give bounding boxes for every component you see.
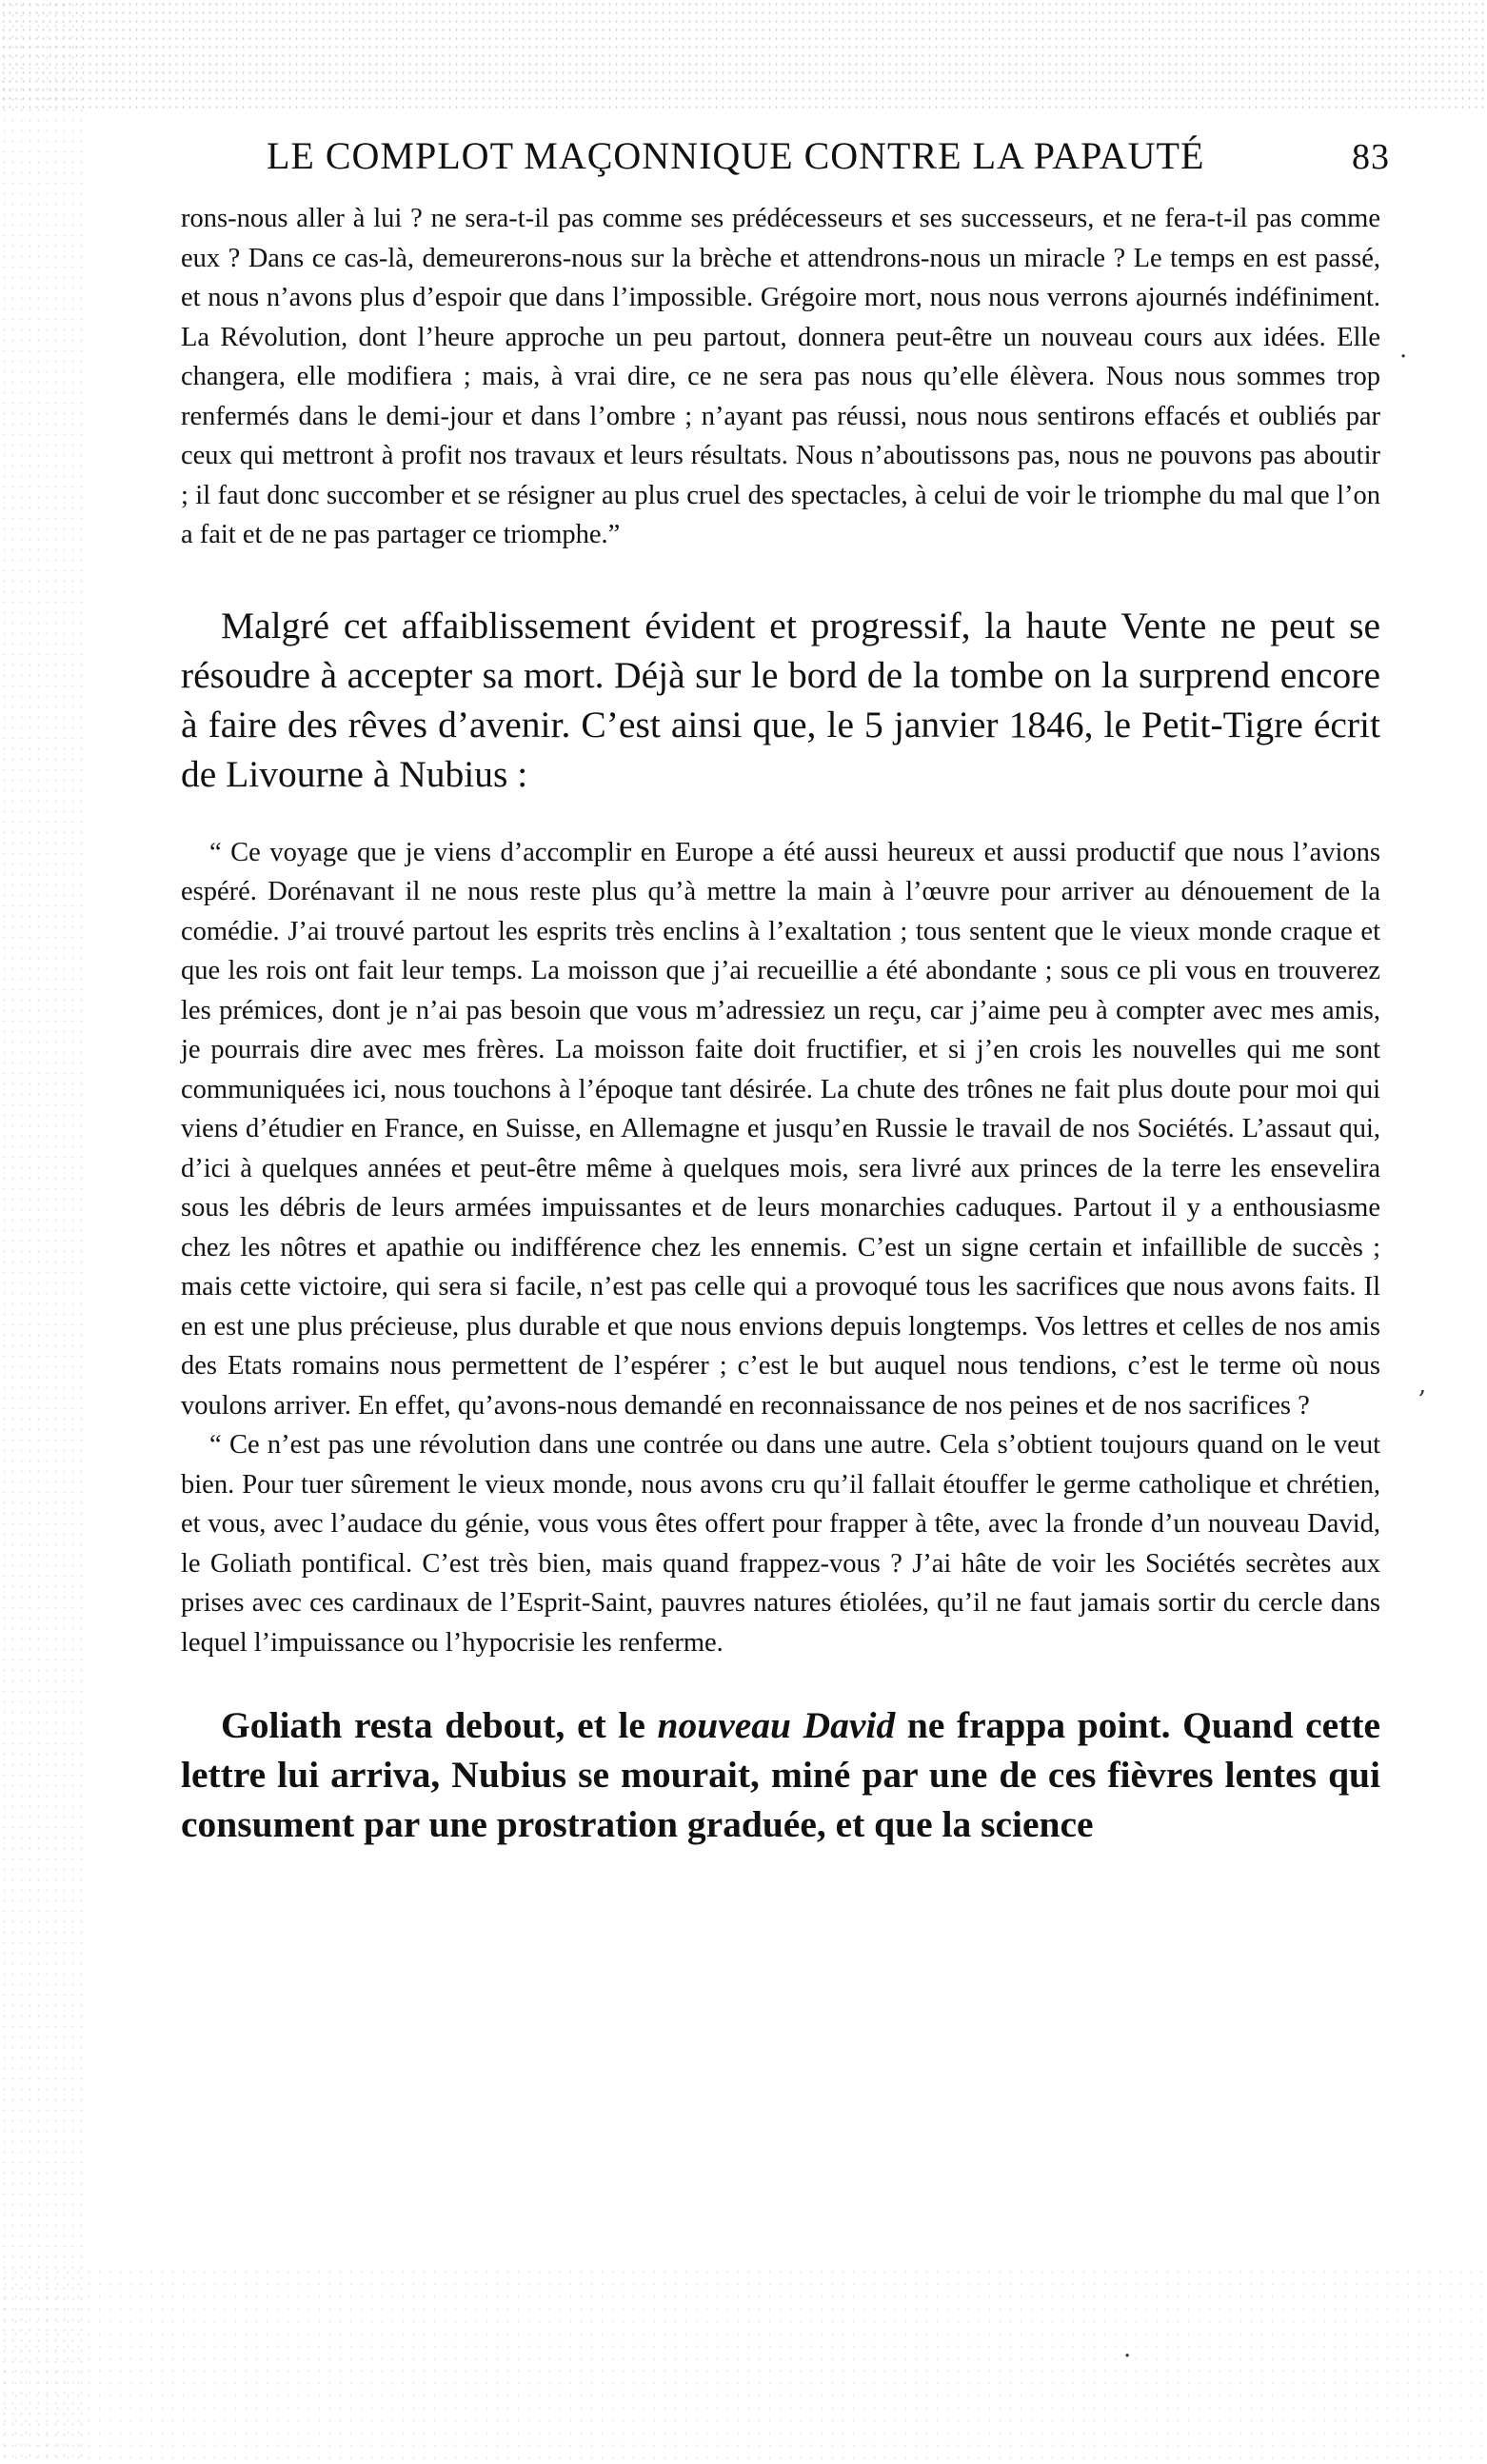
running-header xyxy=(267,133,1390,178)
italic-phrase: nouveau David xyxy=(657,1704,896,1746)
page-number: 83 xyxy=(1352,137,1390,177)
quoted-letter-petit-tigre xyxy=(181,833,1380,1663)
quoted-letter-ending xyxy=(181,199,1380,555)
quote-paragraph: “ Ce n’est pas une révolution dans une contrée ou dans une autre. Cela s’obtient toujours quand on le veut bien. Pour tuer sûrement le vieux monde, nous avons cru qu’il fallait étouffer le germe catholique et chrétien, et vous, avec l’audace du génie, vous vous êtes offert pour frapper à tête, avec la fronde d’un nouveau David, le Goliath pontifical. C’est très bien, mais quand frappez-vous ? J’ai hâte de voir les Sociétés secrètes aux prises avec ces cardinaux de l’Esprit-Saint, pauvres natures étiolées, qu’il ne faut jamais sortir du cercle dans lequel l’impuissance ou l’hypocrisie les renferme. xyxy=(181,1430,1380,1658)
margin-mark: · xyxy=(1399,343,1408,371)
margin-mark: , xyxy=(1418,1371,1427,1400)
body-paragraph: Malgré cet affaiblissement évident et progressif, la haute Vente ne peut se résoudre à accepter sa mort. Déjà sur le bord de la tombe on la surprend encore à faire des rêves d’avenir. C’est ainsi que, le 5 janvier 1846, le Petit-Tigre écrit de Livourne à Nubius : xyxy=(181,604,1380,795)
body-paragraph xyxy=(181,1700,1380,1849)
body-text-part: Goliath resta debout, et le xyxy=(221,1704,658,1746)
book-page xyxy=(181,133,1390,1849)
quote-paragraph: rons-nous aller à lui ? ne sera-t-il pas comme ses prédécesseurs et ses successeurs, et ne fera-t-il pas comme eux ? Dans ce cas-là, demeurerons-nous sur la brèche et attendrons-nous un miracle ? Le temps en est passé, et nous n’avons plus d’espoir que dans l’impossible. Grégoire mort, nous nous verrons ajournés indéfiniment. La Révolution, dont l’heure approche un peu partout, donnera peut-être un nouveau cours aux idées. Elle changera, elle modifiera ; mais, à vrai dire, ce ne sera pas nous qu’elle élèvera. Nous nous sommes trop renfermés dans le demi-jour et dans l’ombre ; n’ayant pas réussi, nous nous sentirons effacés et oubliés par ceux qui mettront à profit nos travaux et leurs résultats. Nous n’aboutissons pas, nous ne pouvons pas aboutir ; il faut donc succomber et se résigner au plus cruel des spectacles, à celui de voir le triomphe du mal que l’on a fait et de ne pas partager ce triomphe.” xyxy=(181,204,1380,549)
body-text-part: ne frappa point. Quand cette lettre lui arriva, Nubius se mourait, miné par une de ces fièvres lentes qui consument par une prostration graduée, et que la science xyxy=(181,1704,1381,1845)
narrative-paragraph-2 xyxy=(181,1700,1380,1849)
running-title: LE COMPLOT MAÇONNIQUE CONTRE LA PAPAUTÉ xyxy=(267,134,1205,177)
scan-noise-bottom xyxy=(0,2266,1487,2464)
margin-mark: · xyxy=(1123,2342,1132,2371)
narrative-paragraph-1 xyxy=(181,601,1380,799)
scan-noise-left xyxy=(0,0,86,2464)
quote-paragraph: “ Ce voyage que je viens d’accomplir en Europe a été aussi heureux et aussi productif que nous l’avions espéré. Dorénavant il ne nous reste plus qu’à mettre la main à l’œuvre pour arriver au dénouement de la comédie. J’ai trouvé partout les esprits très enclins à l’exaltation ; tous sentent que le vieux monde craque et que les rois ont fait leur temps. La moisson que j’ai recueillie a été abondante ; sous ce pli vous en trouverez les prémices, dont je n’ai pas besoin que vous m’adressiez un reçu, car j’aime peu à compter avec mes amis, je pourrais dire avec mes frères. La moisson faite doit fructifier, et si j’en crois les nouvelles qui me sont communiquées ici, nous touchons à l’époque tant désirée. La chute des trônes ne fait plus doute pour moi qui viens d’étudier en France, en Suisse, en Allemagne et jusqu’en Russie le travail de nos Sociétés. L’assaut qui, d’ici à quelques années et peut-être même à quelques mois, sera livré aux princes de la terre les ensevelira sous les débris de leurs armées impuissantes et de leurs monarchies caduques. Partout il y a enthousiasme chez les nôtres et apathie ou indifférence chez les ennemis. C’est un signe certain et infaillible de succès ; mais cette victoire, qui sera si facile, n’est pas celle qui a provoqué tous les sacrifices que nous avons faits. Il en est une plus précieuse, plus durable et que nous envions depuis longtemps. Vos lettres et celles de nos amis des Etats romains nous permettent de l’espérer ; c’est le but auquel nous tendions, c’est le terme où nous voulons arriver. En effet, qu’avons-nous demandé en reconnaissance de nos peines et de nos sacrifices ? xyxy=(181,837,1380,1421)
scan-noise-top xyxy=(0,0,1487,114)
